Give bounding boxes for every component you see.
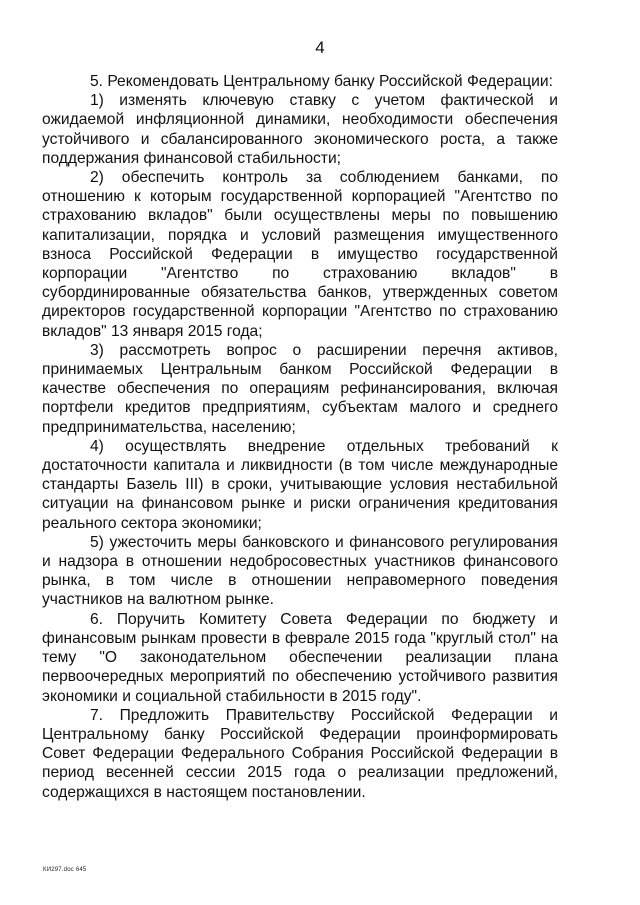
paragraph-5-3-refinancing-assets: 3) рассмотреть вопрос о расширении перечня активов, принимаемых Центральным банком Российской Федерации в качестве обеспечения по операциям рефинансирования, включая портфели кредитов предприятиям, субъектам малого и среднего предпринимательства, населению; — [42, 341, 558, 436]
paragraph-5-4-basel-requirements: 4) осуществлять внедрение отдельных требований к достаточности капитала и ликвидности (в том числе международные стандарты Базель III) в сроки, учитывающие условия нестабильной ситуации на финансовом рынке и риски ограничения кредитования реального сектора экономики; — [42, 437, 558, 532]
paragraph-7-government-report: 7. Предложить Правительству Российской Федерации и Центральному банку Российской Федерации проинформировать Совет Федерации Федерального Собрания Российской Федерации в период весенней сессии 2015 года о реализации предложений, содержащихся в настоящем постановлении. — [42, 706, 558, 801]
paragraph-5-recommend-central-bank: 5. Рекомендовать Центральному банку Российской Федерации: — [90, 73, 553, 90]
paragraph-5-2-deposit-insurance-control: 2) обеспечить контроль за соблюдением банками, по отношению к которым государственной корпорацией "Агентство по страхованию вкладов" были осуществлены меры по повышению капитализации, порядка и условий размещения имущественного взноса Российской Федерации в имущество государственной корпорации "Агентство по страхованию вкладов" в субординированные обязательства банков, утвержденных советом директоров государственной корпорации "Агентство по страхованию вкладов" 13 января 2015 года; — [42, 169, 558, 340]
document-file-code: КИ297.doc 645 — [43, 867, 87, 873]
paragraph-6-round-table: 6. Поручить Комитету Совета Федерации по бюджету и финансовым рынкам провести в феврале 2015 года "круглый стол" на тему "О законодательном обеспечении реализации плана первоочередных мероприятий по обеспечению устойчивого развития экономики и социальной стабильности в 2015 году". — [42, 610, 558, 705]
paragraph-5-5-supervision: 5) ужесточить меры банковского и финансового регулирования и надзора в отношении недобросовестных участников финансового рынка, в том числе в отношении неправомерного поведения участников на валютном рынке. — [42, 533, 558, 609]
page-number: 4 — [315, 38, 325, 57]
resolution-body — [42, 72, 558, 802]
paragraph-5-1-key-rate: 1) изменять ключевую ставку с учетом фактической и ожидаемой инфляционной динамики, необходимости обеспечения устойчивого и сбалансированного экономического роста, а также поддержания финансовой стабильности; — [42, 92, 558, 167]
